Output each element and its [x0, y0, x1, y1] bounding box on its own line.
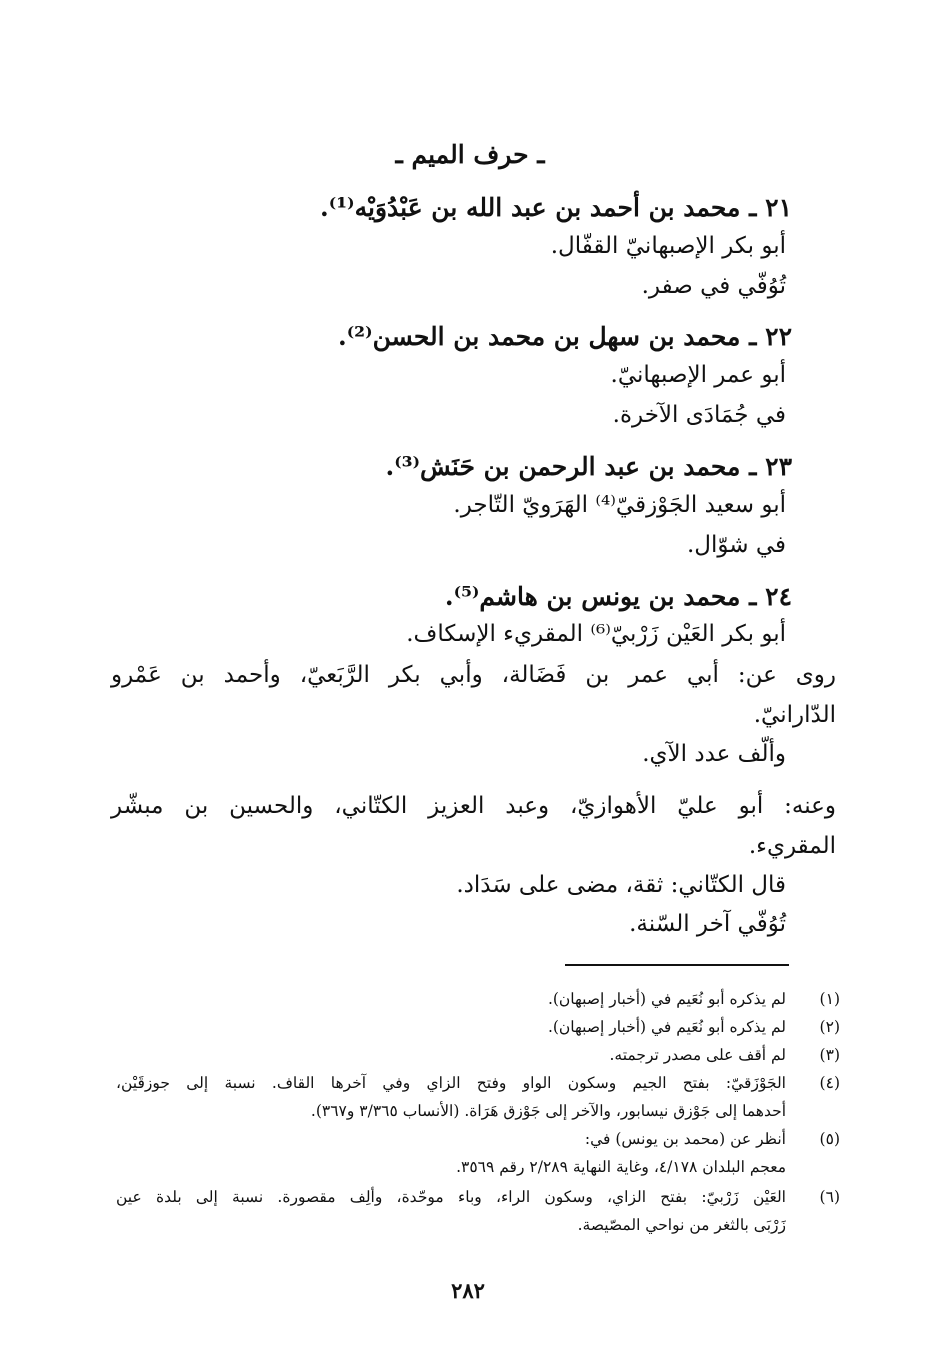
entry-heading: ٢٣ ـ محمد بن عبد الرحمن بن حَنَش⁽³⁾. — [385, 452, 792, 481]
entry-line: أبو عمر الإصبهانيّ. — [610, 362, 786, 388]
entry-line: تُوُفّي آخر السّنة. — [629, 911, 786, 937]
entry-heading: ٢١ ـ محمد بن أحمد بن عبد الله بن عَبْدُوَيْه⁽¹⁾. — [320, 193, 792, 222]
entry-line: قال الكتّاني: ثقة، مضى على سَدَاد. — [456, 872, 786, 898]
footnote-text: زَرْبَى بالثغر من نواحي المصّيصة. — [577, 1216, 786, 1234]
footnote-text: لم أقف على مصدر ترجمته. — [609, 1046, 786, 1064]
footnote-number: (٣) — [819, 1046, 840, 1064]
footnote-text: لم يذكره أبو نُعَيم في (أخبار إصبهان). — [547, 990, 786, 1008]
footnote-text: أحدهما إلى جَوْزق نيسابور، والآخر إلى جَوْزق هَرَاة. (الأنساب ٣/٣٦٥ و٣٦٧). — [310, 1102, 786, 1120]
entry-line: أبو سعيد الجَوْزقيّ⁽⁴⁾ الهَرَويّ التّاجر. — [453, 492, 786, 518]
footnote-number: (٦) — [819, 1188, 840, 1206]
footnote-number: (١) — [819, 990, 840, 1008]
entry-heading: ٢٤ ـ محمد بن يونس بن هاشم⁽⁵⁾. — [444, 582, 792, 611]
footnote-text: العَيْن زَرْبيّ: بفتح الزاي، وسكون الراء، وباء موحّدة، وألِف مقصورة. نسبة إلى بلدة عين — [116, 1188, 786, 1206]
entry-line: في جُمَادَى الآخرة. — [612, 402, 786, 428]
entry-line: الدّارانيّ. — [753, 702, 836, 728]
footnote-text: معجم البلدان ٤/١٧٨، وغاية النهاية ٢/٢٨٩ رقم ٣٥٦٩. — [456, 1158, 786, 1176]
footnote-separator — [565, 964, 789, 966]
entry-line: أبو بكر العَيْن زَرْبيّ⁽⁶⁾ المقريء الإسكاف. — [406, 621, 786, 647]
entry-line: روى عن: أبي عمر بن فَضَالة، وأبي بكر الرَّبَعيّ، وأحمد بن عَمْرو — [111, 662, 836, 688]
entry-line: وعنه: أبو عليّ الأهوازيّ، وعبد العزيز الكتّاني، والحسين بن مبشّر — [111, 793, 836, 819]
footnote-number: (٤) — [819, 1074, 840, 1092]
chapter-title: ـ حرف الميم ـ — [395, 140, 545, 169]
footnote-text: الجَوْزَقيّ: بفتح الجيم وسكون الواو وفتح الزاي وفي آخرها القاف. نسبة إلى جوزقَيْن، — [116, 1074, 786, 1092]
footnote-number: (٢) — [819, 1018, 840, 1036]
entry-line: وألّف عدد الآي. — [642, 741, 786, 767]
footnote-text: أنظر عن (محمد بن يونس) في: — [584, 1130, 786, 1148]
footnote-number: (٥) — [819, 1130, 840, 1148]
entry-line: المقريء. — [748, 833, 836, 859]
entry-line: في شوّال. — [686, 532, 786, 558]
entry-line: أبو بكر الإصبهانيّ القفّال. — [550, 233, 786, 259]
entry-heading: ٢٢ ـ محمد بن سهل بن محمد بن الحسن⁽²⁾. — [338, 322, 792, 351]
entry-line: تُوُفّي في صفر. — [641, 273, 786, 299]
footnote-text: لم يذكره أبو نُعَيم في (أخبار إصبهان). — [547, 1018, 786, 1036]
page-number: ٢٨٢ — [451, 1278, 485, 1303]
